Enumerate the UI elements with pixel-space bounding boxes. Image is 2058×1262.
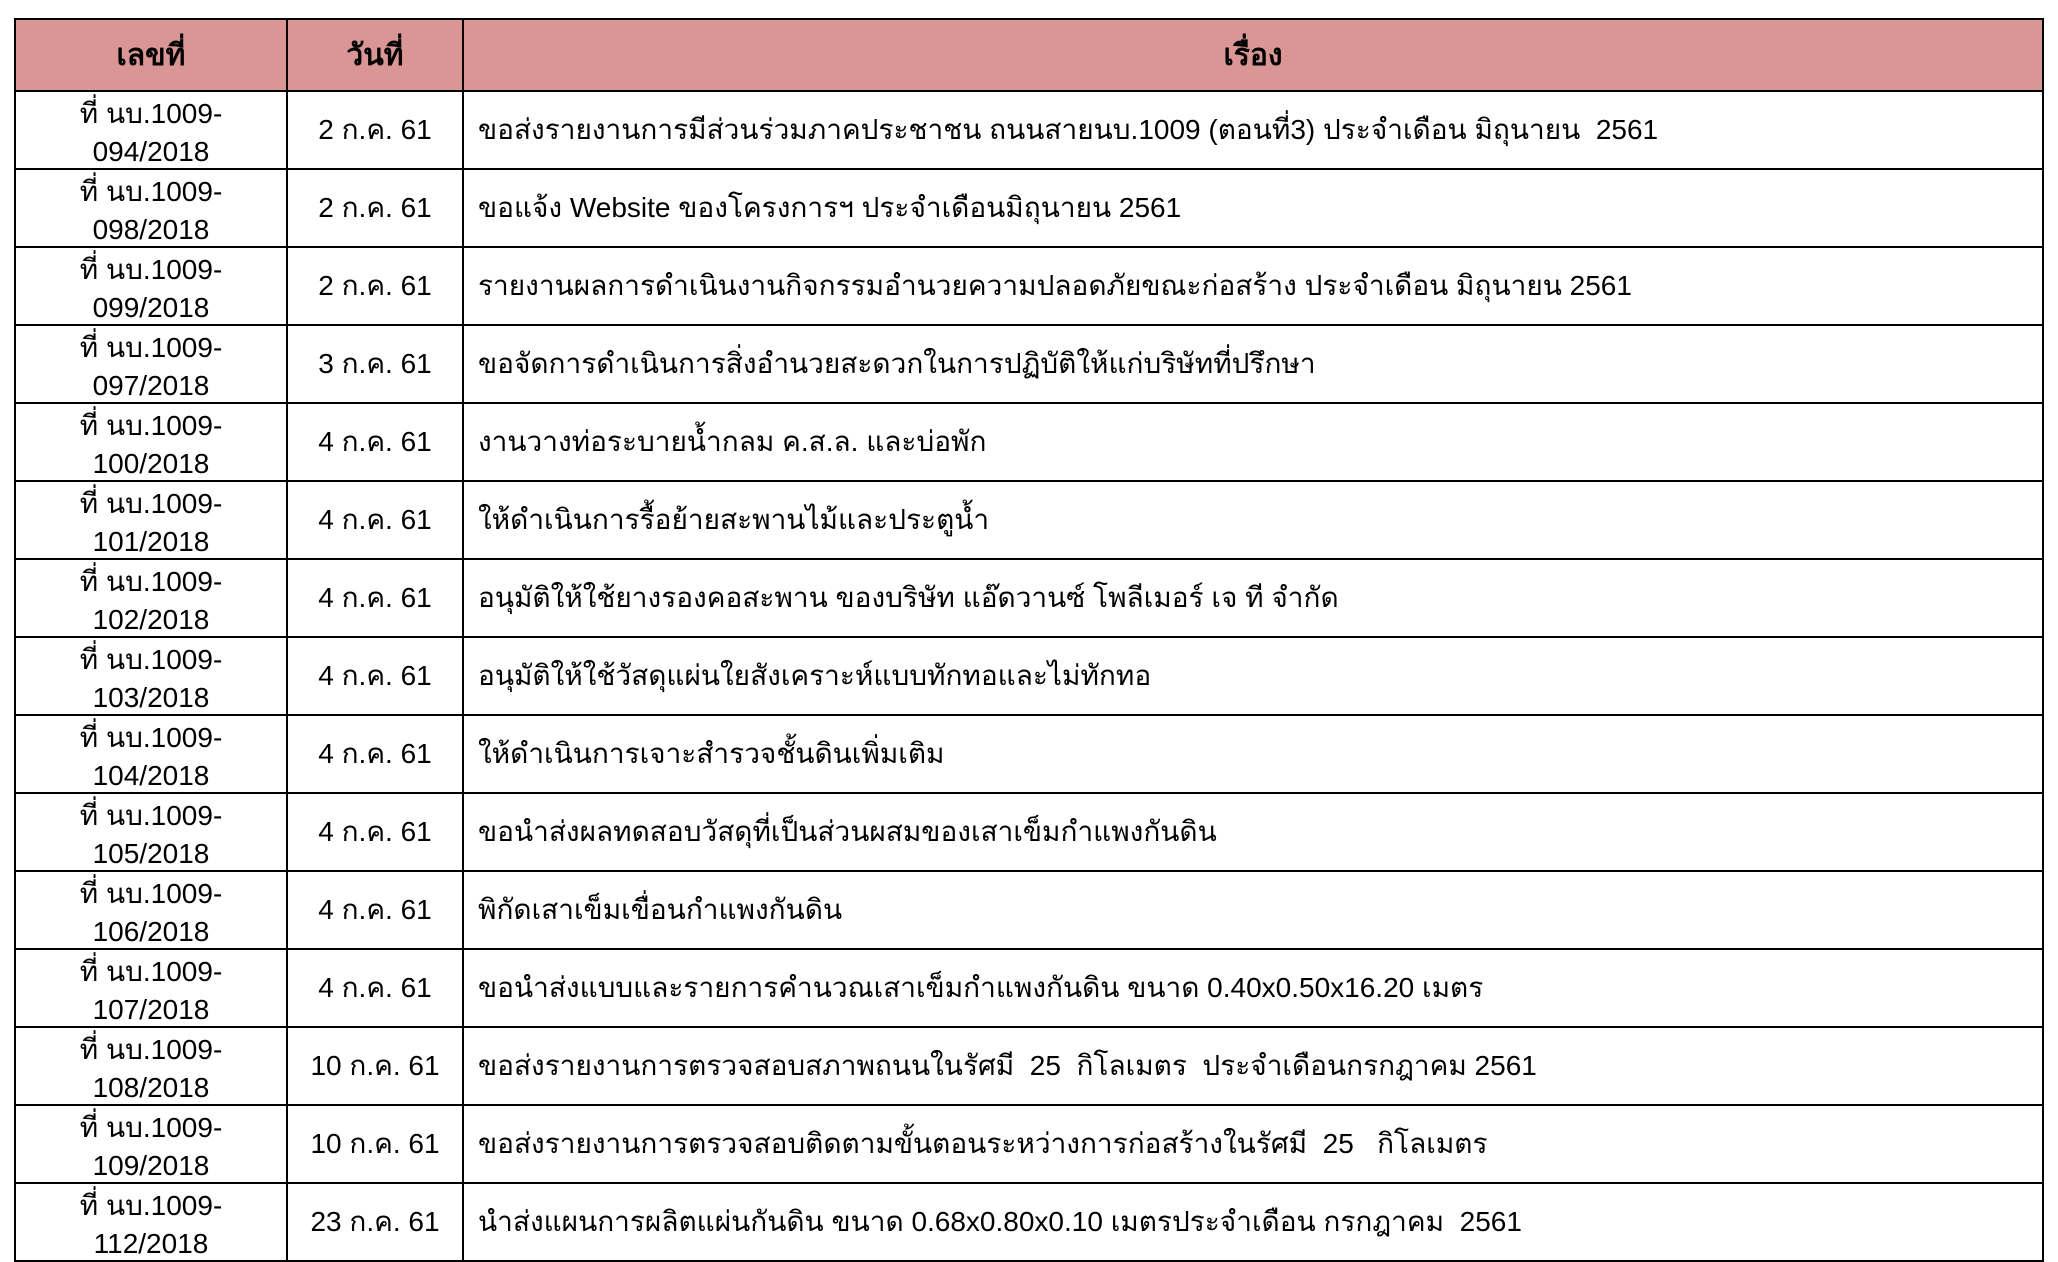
document-date: 2 ก.ค. 61 — [287, 91, 463, 169]
table-row — [15, 403, 2043, 481]
document-date: 4 ก.ค. 61 — [287, 559, 463, 637]
document-number: ที่ นบ.1009-099/2018 — [15, 247, 287, 325]
table-row — [15, 637, 2043, 715]
table-row — [15, 247, 2043, 325]
table-row — [15, 1183, 2043, 1261]
table-row — [15, 793, 2043, 871]
document-number: ที่ นบ.1009-108/2018 — [15, 1027, 287, 1105]
document-subject: ขอส่งรายงานการมีส่วนร่วมภาคประชาชน ถนนสายนบ.1009 (ตอนที่3) ประจำเดือน มิถุนายน 2561 — [463, 91, 2043, 169]
document-date: 4 ก.ค. 61 — [287, 715, 463, 793]
document-number: ที่ นบ.1009-109/2018 — [15, 1105, 287, 1183]
document-number: ที่ นบ.1009-107/2018 — [15, 949, 287, 1027]
document-number: ที่ นบ.1009-102/2018 — [15, 559, 287, 637]
document-subject: ขอส่งรายงานการตรวจสอบติดตามขั้นตอนระหว่างการก่อสร้างในรัศมี 25 กิโลเมตร — [463, 1105, 2043, 1183]
document-number: ที่ นบ.1009-103/2018 — [15, 637, 287, 715]
document-subject: งานวางท่อระบายน้ำกลม ค.ส.ล. และบ่อพัก — [463, 403, 2043, 481]
document-date: 4 ก.ค. 61 — [287, 949, 463, 1027]
document-subject: ให้ดำเนินการรื้อย้ายสะพานไม้และประตูน้ำ — [463, 481, 2043, 559]
document-date: 4 ก.ค. 61 — [287, 403, 463, 481]
table-row — [15, 91, 2043, 169]
document-subject: รายงานผลการดำเนินงานกิจกรรมอำนวยความปลอดภัยขณะก่อสร้าง ประจำเดือน มิถุนายน 2561 — [463, 247, 2043, 325]
document-subject: ขอแจ้ง Website ของโครงการฯ ประจำเดือนมิถุนายน 2561 — [463, 169, 2043, 247]
document-subject: อนุมัติให้ใช้วัสดุแผ่นใยสังเคราะห์แบบทักทอและไม่ทักทอ — [463, 637, 2043, 715]
document-date: 3 ก.ค. 61 — [287, 325, 463, 403]
document-number: ที่ นบ.1009-098/2018 — [15, 169, 287, 247]
document-number: ที่ นบ.1009-094/2018 — [15, 91, 287, 169]
document-date: 4 ก.ค. 61 — [287, 871, 463, 949]
document-number: ที่ นบ.1009-106/2018 — [15, 871, 287, 949]
document-subject: ขอส่งรายงานการตรวจสอบสภาพถนนในรัศมี 25 กิโลเมตร ประจำเดือนกรกฎาคม 2561 — [463, 1027, 2043, 1105]
table-row — [15, 715, 2043, 793]
document-date: 10 ก.ค. 61 — [287, 1105, 463, 1183]
document-date: 23 ก.ค. 61 — [287, 1183, 463, 1261]
table-row — [15, 871, 2043, 949]
document-number: ที่ นบ.1009-101/2018 — [15, 481, 287, 559]
column-header-subject: เรื่อง — [463, 19, 2043, 91]
document-date: 4 ก.ค. 61 — [287, 637, 463, 715]
document-date: 2 ก.ค. 61 — [287, 247, 463, 325]
document-subject: นำส่งแผนการผลิตแผ่นกันดิน ขนาด 0.68x0.80x0.10 เมตรประจำเดือน กรกฎาคม 2561 — [463, 1183, 2043, 1261]
table-row — [15, 169, 2043, 247]
table-row — [15, 1027, 2043, 1105]
table-body — [15, 91, 2043, 1261]
table-header-row — [15, 19, 2043, 91]
document-number: ที่ นบ.1009-100/2018 — [15, 403, 287, 481]
document-subject: ขอนำส่งแบบและรายการคำนวณเสาเข็มกำแพงกันดิน ขนาด 0.40x0.50x16.20 เมตร — [463, 949, 2043, 1027]
column-header-number: เลขที่ — [15, 19, 287, 91]
document-number: ที่ นบ.1009-112/2018 — [15, 1183, 287, 1261]
document-date: 10 ก.ค. 61 — [287, 1027, 463, 1105]
document-number: ที่ นบ.1009-097/2018 — [15, 325, 287, 403]
document-subject: ให้ดำเนินการเจาะสำรวจชั้นดินเพิ่มเติม — [463, 715, 2043, 793]
document-subject: อนุมัติให้ใช้ยางรองคอสะพาน ของบริษัท แอ๊ดวานซ์ โพลีเมอร์ เจ ที จำกัด — [463, 559, 2043, 637]
correspondence-table — [14, 18, 2044, 1262]
table-row — [15, 1105, 2043, 1183]
table-row — [15, 949, 2043, 1027]
document-date: 4 ก.ค. 61 — [287, 481, 463, 559]
table-row — [15, 325, 2043, 403]
document-number: ที่ นบ.1009-105/2018 — [15, 793, 287, 871]
column-header-date: วันที่ — [287, 19, 463, 91]
document-subject: พิกัดเสาเข็มเขื่อนกำแพงกันดิน — [463, 871, 2043, 949]
table-row — [15, 481, 2043, 559]
table-row — [15, 559, 2043, 637]
document-number: ที่ นบ.1009-104/2018 — [15, 715, 287, 793]
document-date: 2 ก.ค. 61 — [287, 169, 463, 247]
document-subject: ขอนำส่งผลทดสอบวัสดุที่เป็นส่วนผสมของเสาเข็มกำแพงกันดิน — [463, 793, 2043, 871]
document-subject: ขอจัดการดำเนินการสิ่งอำนวยสะดวกในการปฏิบัติให้แก่บริษัทที่ปรึกษา — [463, 325, 2043, 403]
document-date: 4 ก.ค. 61 — [287, 793, 463, 871]
